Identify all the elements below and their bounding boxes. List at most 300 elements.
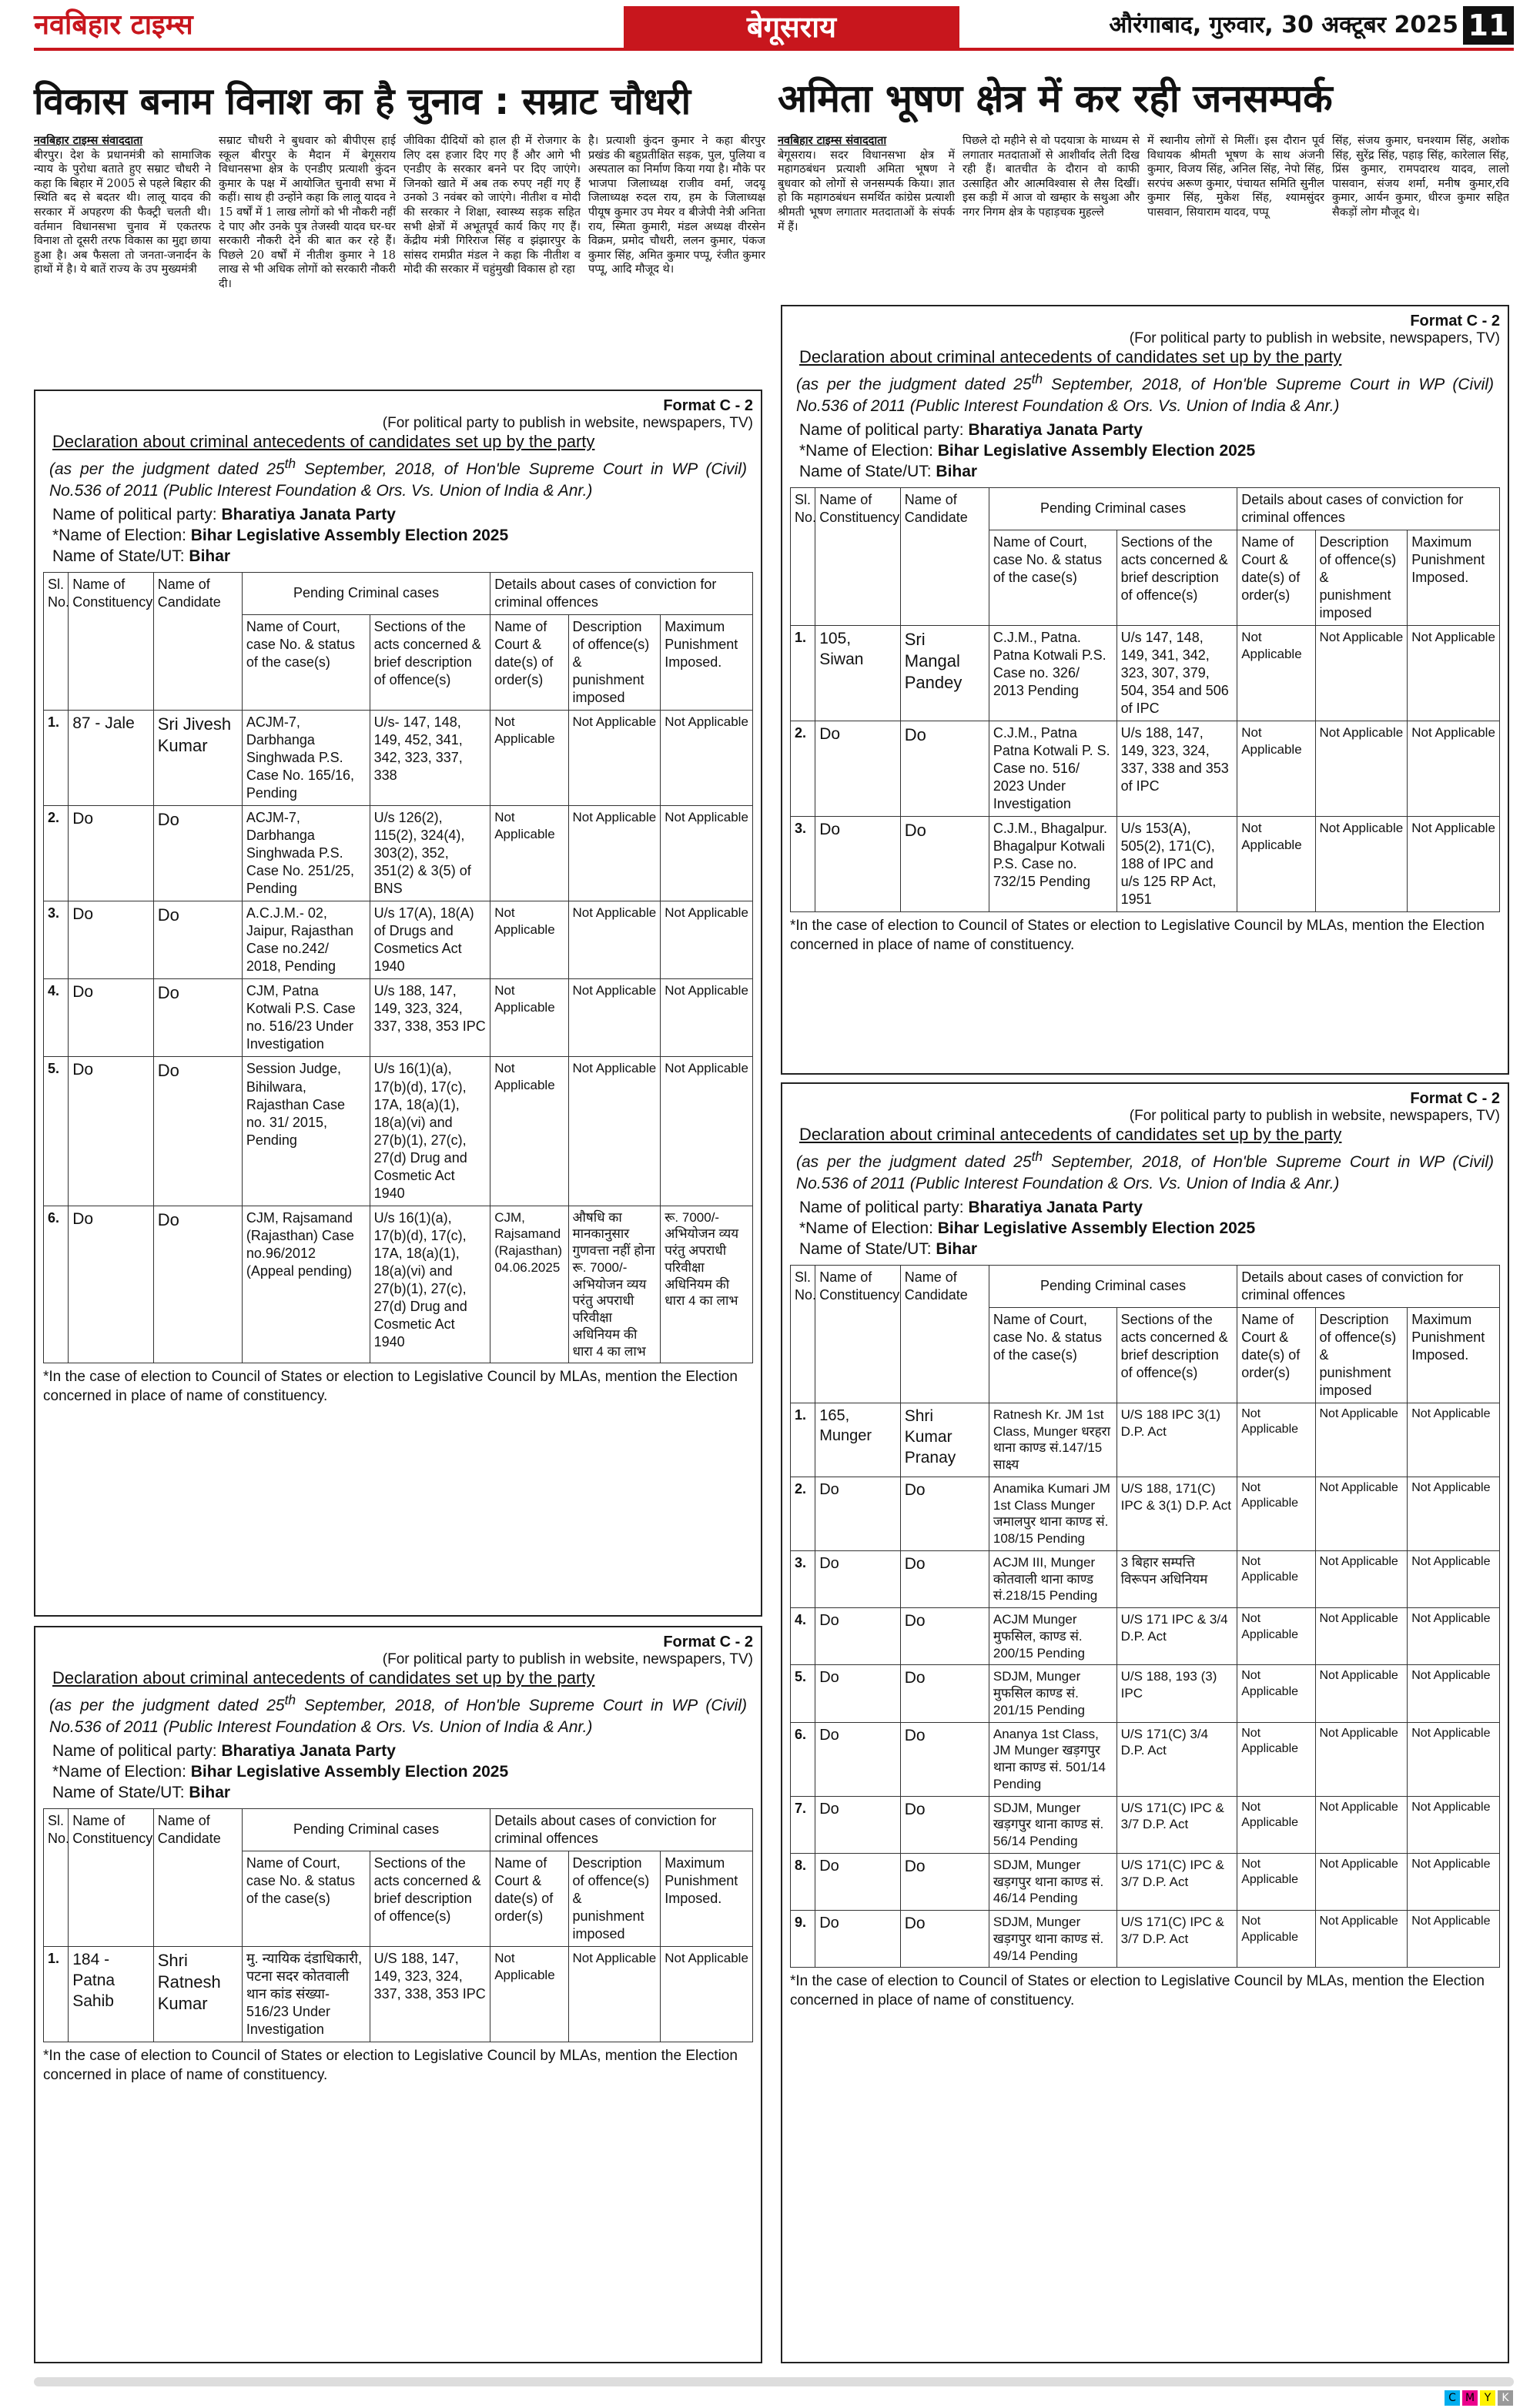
cell-max-punishment: Not Applicable — [1408, 817, 1500, 912]
header-conv-court: Name of Court & date(s) of order(s) — [490, 1851, 568, 1946]
state-name: Bihar — [189, 547, 231, 565]
cell-constituency: Do — [69, 901, 154, 979]
judgment-reference — [49, 1691, 747, 1739]
article-samrat-choudhary — [34, 77, 765, 388]
cell-description: Not Applicable — [1315, 1403, 1408, 1477]
cell-description: औषधि का मानकानुसार गुणवत्ता नहीं होना रू. 7000/- अभियोजन व्यय परंतु अपराधी परिवीक्षा अधिनियम की धारा 4 का लाभ — [568, 1206, 661, 1363]
footnote: *In the case of election to Council of States or election to Legislative Council by MLAs, mention the Election concerned in place of name of constituency. — [43, 1369, 738, 1405]
article-text: जीविका दीदियों को हाल ही में रोजगार के लिए दस हजार दिए गए हैं और आगे भी एनडीए के सरकार बनने पर दिए जाएंगे। जिनको खाते में अब तक रुपए नहीं गए हैं उनको 3 नवंबर को जाएंगे। नीतीश व मोदी की सरकार ने शिक्षा, स्वास्थ्य सड़क सहित सभी क्षेत्रों में अभूतपूर्व कार्य किए गए हैं। केंद्रीय मंत्री गिरिराज सिंह व झंझारपुर के सांसद रामप्रीत मंडल ने कहा कि नीतीश व मोदी की सरकार में चहुंमुखी विकास हो रहा — [403, 135, 581, 276]
cmyk-mark: K — [1498, 2390, 1513, 2406]
cell-sections: U/s 188, 147, 149, 323, 324, 337, 338 and 353 of IPC — [1116, 721, 1237, 817]
newspaper-name: नवबिहार टाइम्स — [34, 9, 193, 41]
header-sl: Sl. No. — [791, 487, 815, 625]
judgment-sup: th — [1031, 371, 1043, 386]
cell-constituency: Do — [815, 817, 901, 912]
cell-sl: 1. — [44, 710, 69, 805]
page-number: 11 — [1463, 6, 1514, 45]
cell-description: Not Applicable — [568, 901, 661, 979]
cell-description: Not Applicable — [1315, 1796, 1408, 1853]
state-label: Name of State/UT: — [52, 1783, 189, 1801]
header-constituency: Name of Constituency — [815, 487, 901, 625]
cell-description: Not Applicable — [1315, 721, 1408, 817]
cell-description: Not Applicable — [1315, 1550, 1408, 1607]
header-conviction: Details about cases of conviction for criminal offences — [1237, 487, 1500, 530]
footnote: *In the case of election to Council of States or election to Legislative Council by MLAs, mention the Election concerned in place of name of constituency. — [790, 918, 1485, 954]
election-line — [52, 527, 744, 545]
table-header-row — [791, 487, 1500, 530]
cell-description: Not Applicable — [1315, 1722, 1408, 1796]
judgment-text: September, 2018, of Hon'ble Supreme Court in WP (Civil) No.536 of 2011 (Public Interest Foundation & Ors. Vs. Union of India & Anr.) — [796, 1153, 1494, 1193]
cell-candidate: Do — [900, 1608, 989, 1665]
state-line — [799, 1240, 1491, 1259]
cell-candidate: Do — [153, 901, 242, 979]
cell-conv-court: Not Applicable — [1237, 1796, 1315, 1853]
cell-constituency: 184 - Patna Sahib — [69, 1946, 154, 2042]
header-candidate: Name of Candidate — [900, 1265, 989, 1403]
cell-constituency: 165, Munger — [815, 1403, 901, 1477]
cell-description: Not Applicable — [1315, 1608, 1408, 1665]
header-candidate: Name of Candidate — [153, 572, 242, 710]
cell-conv-court: Not Applicable — [1237, 1608, 1315, 1665]
cell-sl: 4. — [44, 979, 69, 1057]
header-description: Description of offence(s) & punishment imposed — [568, 1851, 661, 1946]
cell-description: Not Applicable — [568, 1057, 661, 1206]
cell-constituency: 105, Siwan — [815, 625, 901, 721]
election-line — [799, 1219, 1491, 1238]
cell-court: ACJM-7, Darbhanga Singhwada P.S. Case No. 165/16, Pending — [242, 710, 370, 805]
party-name: Bharatiya Janata Party — [968, 1198, 1143, 1216]
table-row — [791, 1796, 1500, 1853]
header-pending: Pending Criminal cases — [242, 1808, 490, 1851]
cell-description: Not Applicable — [1315, 625, 1408, 721]
election-label: *Name of Election: — [52, 1762, 191, 1781]
edition-date: औरंगाबाद, गुरुवार, 30 अक्टूबर 2025 — [1109, 12, 1458, 38]
cell-conv-court: Not Applicable — [490, 806, 568, 901]
article-amita-bhushan — [778, 74, 1509, 288]
cell-candidate: Do — [900, 1911, 989, 1968]
cmyk-mark: M — [1462, 2390, 1478, 2406]
cell-sl: 6. — [791, 1722, 815, 1796]
cell-sections: U/S 171(C) IPC & 3/7 D.P. Act — [1116, 1853, 1237, 1910]
format-label: Format C - 2 — [1410, 1090, 1500, 1107]
party-label: Name of political party: — [52, 1741, 222, 1760]
judgment-text: (as per the judgment dated 25 — [49, 1697, 285, 1714]
cell-court: मु. न्यायिक दंडाधिकारी, पटना सदर कोतवाली थान कांड संख्या- 516/23 Under Investigation — [242, 1946, 370, 2042]
article-column — [588, 134, 765, 388]
cell-candidate: Do — [900, 1853, 989, 1910]
cell-conv-court: Not Applicable — [1237, 1550, 1315, 1607]
cell-court: SDJM, Munger मुफसिल काण्ड सं. 201/15 Pending — [989, 1665, 1116, 1722]
cell-conv-court: Not Applicable — [490, 710, 568, 805]
judgment-reference — [796, 370, 1494, 418]
header-candidate: Name of Candidate — [153, 1808, 242, 1946]
format-c2-kumar-pranay — [781, 1082, 1509, 2363]
criminal-cases-table — [43, 1808, 753, 2042]
format-label: Format C - 2 — [663, 397, 753, 414]
cell-sl: 3. — [791, 817, 815, 912]
header-candidate: Name of Candidate — [900, 487, 989, 625]
cell-description: Not Applicable — [1315, 1853, 1408, 1910]
cell-max-punishment: रू. 7000/- अभियोजन व्यय परंतु अपराधी परिवीक्षा अधिनियम की धारा 4 का लाभ — [661, 1206, 753, 1363]
format-c2-ratnesh-kumar — [34, 1626, 762, 2363]
cell-max-punishment: Not Applicable — [1408, 625, 1500, 721]
judgment-text: (as per the judgment dated 25 — [49, 460, 285, 478]
byline: नवबिहार टाइम्स संवाददाता — [34, 134, 143, 147]
judgment-text: September, 2018, of Hon'ble Supreme Court in WP (Civil) No.536 of 2011 (Public Interest Foundation & Ors. Vs. Union of India & Anr.) — [49, 460, 747, 500]
article-column — [962, 134, 1140, 288]
table-row — [791, 1911, 1500, 1968]
cell-sections: 3 बिहार सम्पत्ति विरूपन अधिनियम — [1116, 1550, 1237, 1607]
cell-max-punishment: Not Applicable — [1408, 1477, 1500, 1550]
cell-conv-court: Not Applicable — [1237, 817, 1315, 912]
cell-max-punishment: Not Applicable — [1408, 1403, 1500, 1477]
cell-sl: 6. — [44, 1206, 69, 1363]
header-conviction: Details about cases of conviction for criminal offences — [490, 572, 753, 614]
cell-max-punishment: Not Applicable — [661, 979, 753, 1057]
declaration-heading: Declaration about criminal antecedents of candidates set up by the party — [799, 347, 1342, 366]
cell-conv-court: Not Applicable — [490, 901, 568, 979]
state-line — [52, 547, 744, 566]
table-row — [44, 806, 753, 901]
table-header-row — [44, 572, 753, 614]
cell-sl: 2. — [791, 721, 815, 817]
header-conviction: Details about cases of conviction for criminal offences — [490, 1808, 753, 1851]
cell-sl: 9. — [791, 1911, 815, 1968]
cell-max-punishment: Not Applicable — [1408, 1550, 1500, 1607]
criminal-cases-table — [43, 572, 753, 1364]
party-label: Name of political party: — [799, 1198, 969, 1216]
party-line — [52, 506, 744, 524]
edition-city: बेगूसराय — [624, 6, 959, 48]
election-name: Bihar Legislative Assembly Election 2025 — [937, 441, 1256, 460]
article-headline: विकास बनाम विनाश का है चुनाव : सम्राट चौधरी — [34, 80, 691, 123]
party-line — [799, 1199, 1491, 1217]
cell-candidate: Do — [900, 1796, 989, 1853]
cell-sl: 2. — [791, 1477, 815, 1550]
cmyk-mark: C — [1445, 2390, 1460, 2406]
cell-constituency: Do — [69, 1057, 154, 1206]
header-conv-court: Name of Court & date(s) of order(s) — [1237, 1307, 1315, 1403]
header-sections: Sections of the acts concerned & brief description of offence(s) — [1116, 530, 1237, 625]
cell-constituency: Do — [815, 1608, 901, 1665]
cell-sl: 5. — [44, 1057, 69, 1206]
cell-sections: U/S 188, 193 (3) IPC — [1116, 1665, 1237, 1722]
table-row — [791, 1477, 1500, 1550]
table-row — [44, 710, 753, 805]
table-header-row — [791, 1265, 1500, 1307]
cell-constituency: 87 - Jale — [69, 710, 154, 805]
cell-description: Not Applicable — [568, 806, 661, 901]
header-sections: Sections of the acts concerned & brief description of offence(s) — [1116, 1307, 1237, 1403]
state-label: Name of State/UT: — [52, 547, 189, 565]
header-sections: Sections of the acts concerned & brief description of offence(s) — [370, 614, 490, 710]
article-body — [778, 134, 1509, 288]
article-column — [403, 134, 581, 388]
election-line — [52, 1763, 744, 1781]
cell-sections: U/S 171(C) IPC & 3/7 D.P. Act — [1116, 1911, 1237, 1968]
header-conv-court: Name of Court & date(s) of order(s) — [1237, 530, 1315, 625]
footnote: *In the case of election to Council of States or election to Legislative Council by MLAs, mention the Election concerned in place of name of constituency. — [43, 2048, 738, 2083]
party-line — [52, 1742, 744, 1761]
state-name: Bihar — [189, 1783, 231, 1801]
cell-candidate: Do — [153, 979, 242, 1057]
cell-court: Ananya 1st Class, JM Munger खड़गपुर थाना काण्ड सं. 501/14 Pending — [989, 1722, 1116, 1796]
header-max-punishment: Maximum Punishment Imposed. — [1408, 530, 1500, 625]
cell-sl: 8. — [791, 1853, 815, 1910]
table-row — [44, 901, 753, 979]
cell-conv-court: Not Applicable — [1237, 625, 1315, 721]
cell-court: Session Judge, Bihilwara, Rajasthan Case no. 31/ 2015, Pending — [242, 1057, 370, 1206]
article-headline: अमिता भूषण क्षेत्र में कर रही जनसम्पर्क — [778, 75, 1333, 121]
format-label: Format C - 2 — [663, 1634, 753, 1650]
header-description: Description of offence(s) & punishment imposed — [1315, 530, 1408, 625]
header-max-punishment: Maximum Punishment Imposed. — [1408, 1307, 1500, 1403]
header-pending: Pending Criminal cases — [989, 1265, 1237, 1307]
cell-description: Not Applicable — [1315, 1911, 1408, 1968]
cell-sections: U/s 153(A), 505(2), 171(C), 188 of IPC and u/s 125 RP Act, 1951 — [1116, 817, 1237, 912]
cell-conv-court: Not Applicable — [1237, 721, 1315, 817]
cell-constituency: Do — [815, 1796, 901, 1853]
cell-conv-court: Not Applicable — [1237, 1403, 1315, 1477]
table-row — [791, 625, 1500, 721]
cell-court: A.C.J.M.- 02, Jaipur, Rajasthan Case no.242/ 2018, Pending — [242, 901, 370, 979]
judgment-reference — [49, 455, 747, 503]
cell-candidate: Do — [153, 1206, 242, 1363]
criminal-cases-table — [790, 1265, 1500, 1968]
cell-court: ACJM-7, Darbhanga Singhwada P.S. Case No. 251/25, Pending — [242, 806, 370, 901]
table-row — [791, 1550, 1500, 1607]
header-court: Name of Court, case No. & status of the case(s) — [242, 614, 370, 710]
election-name: Bihar Legislative Assembly Election 2025 — [190, 1762, 509, 1781]
cell-sl: 3. — [791, 1550, 815, 1607]
article-text: पिछले दो महीने से वो पदयात्रा के माध्यम से लगातार मतदाताओं से आशीर्वाद लेती दिख रही हैं। बातचीत के दौरान वो काफी उत्साहित और आत्मविश्वास से लैस दिखीं। इस कड़ी में आज वो खम्हार के सथुआ और नगर निगम क्षेत्र के पहाड़चक मुहल्ले — [962, 135, 1140, 219]
cell-description: Not Applicable — [1315, 817, 1408, 912]
cell-candidate: Sri Jivesh Kumar — [153, 710, 242, 805]
cell-sections: U/S 188 IPC 3(1) D.P. Act — [1116, 1403, 1237, 1477]
party-label: Name of political party: — [799, 420, 969, 439]
declaration-heading: Declaration about criminal antecedents of candidates set up by the party — [799, 1125, 1342, 1144]
cell-max-punishment: Not Applicable — [661, 806, 753, 901]
cell-court: ACJM Munger मुफसिल, काण्ड सं. 200/15 Pending — [989, 1608, 1116, 1665]
cell-sl: 1. — [791, 625, 815, 721]
cell-court: CJM, Patna Kotwali P.S. Case no. 516/23 Under Investigation — [242, 979, 370, 1057]
cell-conv-court: Not Applicable — [490, 1057, 568, 1206]
state-label: Name of State/UT: — [799, 462, 936, 480]
cell-court: CJM, Rajsamand (Rajasthan) Case no.96/2012 (Appeal pending) — [242, 1206, 370, 1363]
byline: नवबिहार टाइम्स संवाददाता — [778, 134, 887, 147]
table-row — [791, 817, 1500, 912]
format-subtitle: (For political party to publish in website, newspapers, TV) — [1129, 330, 1500, 346]
cell-sections: U/s 17(A), 18(A) of Drugs and Cosmetics Act 1940 — [370, 901, 490, 979]
cell-candidate: Shri Kumar Pranay — [900, 1403, 989, 1477]
cell-candidate: Do — [900, 1722, 989, 1796]
cell-conv-court: Not Applicable — [1237, 1477, 1315, 1550]
cell-sl: 5. — [791, 1665, 815, 1722]
cell-candidate: Do — [153, 806, 242, 901]
election-name: Bihar Legislative Assembly Election 2025 — [190, 526, 509, 544]
cell-court: SDJM, Munger खड़गपुर थाना काण्ड सं. 49/14 Pending — [989, 1911, 1116, 1968]
cell-constituency: Do — [69, 806, 154, 901]
cell-court: Ratnesh Kr. JM 1st Class, Munger धरहरा थाना काण्ड सं.147/15 साक्ष्य — [989, 1403, 1116, 1477]
state-name: Bihar — [936, 462, 978, 480]
article-text: बेगूसराय। सदर विधानसभा क्षेत्र में महागठबंधन प्रत्याशी अमिता भूषण ने बुधवार को लोगों से जनसम्पर्क किया। ज्ञात हो कि महागठबंधन समर्थित कांग्रेस प्रत्याशी श्रीमती भूषण लगातार मतदाताओं के संपर्क में हैं। — [778, 149, 955, 233]
article-column — [219, 134, 396, 388]
header-pending: Pending Criminal cases — [989, 487, 1237, 530]
cell-candidate: Sri Mangal Pandey — [900, 625, 989, 721]
cell-candidate: Do — [900, 817, 989, 912]
cell-max-punishment: Not Applicable — [1408, 721, 1500, 817]
cell-constituency: Do — [815, 1911, 901, 1968]
cell-sections: U/S 171(C) 3/4 D.P. Act — [1116, 1722, 1237, 1796]
table-row — [791, 1853, 1500, 1910]
party-label: Name of political party: — [52, 505, 222, 523]
format-c2-jivesh-kumar — [34, 390, 762, 1617]
cell-conv-court: Not Applicable — [1237, 1722, 1315, 1796]
cell-court: SDJM, Munger खड़गपुर थाना काण्ड सं. 46/14 Pending — [989, 1853, 1116, 1910]
cell-description: Not Applicable — [1315, 1477, 1408, 1550]
cell-max-punishment: Not Applicable — [1408, 1911, 1500, 1968]
cell-sl: 3. — [44, 901, 69, 979]
cell-court: C.J.M., Patna. Patna Kotwali P.S. Case no. 326/ 2013 Pending — [989, 625, 1116, 721]
cell-max-punishment: Not Applicable — [661, 1946, 753, 2042]
cell-sl: 2. — [44, 806, 69, 901]
cell-max-punishment: Not Applicable — [1408, 1796, 1500, 1853]
cell-max-punishment: Not Applicable — [1408, 1853, 1500, 1910]
header-constituency: Name of Constituency — [69, 1808, 154, 1946]
table-row — [791, 1403, 1500, 1477]
table-row — [44, 1057, 753, 1206]
header-constituency: Name of Constituency — [815, 1265, 901, 1403]
format-label: Format C - 2 — [1410, 313, 1500, 329]
cell-max-punishment: Not Applicable — [661, 1057, 753, 1206]
article-text: में स्थानीय लोगों से मिलीं। इस दौरान पूर्व विधायक श्रीमती भूषण के साथ अंजनी कुमार, विजय सिंह, अनिल सिंह, नेपो सिंह, सरपंच अरूण कुमार, पंचायत समिति सुनील कुमार सिंह, मुकेश सिंह, श्यामसुंदर पासवान, सियाराम यादव, पप्पू — [1147, 135, 1324, 219]
state-label: Name of State/UT: — [799, 1239, 936, 1258]
table-row — [791, 1722, 1500, 1796]
cell-sl: 1. — [791, 1403, 815, 1477]
judgment-sup: th — [284, 456, 296, 471]
judgment-text: September, 2018, of Hon'ble Supreme Court in WP (Civil) No.536 of 2011 (Public Interest Foundation & Ors. Vs. Union of India & Anr.) — [49, 1697, 747, 1737]
header-constituency: Name of Constituency — [69, 572, 154, 710]
article-column — [1147, 134, 1324, 288]
article-column — [1332, 134, 1509, 288]
judgment-text: (as per the judgment dated 25 — [796, 376, 1032, 393]
cell-description: Not Applicable — [568, 1946, 661, 2042]
party-name: Bharatiya Janata Party — [221, 1741, 396, 1760]
format-subtitle: (For political party to publish in website, newspapers, TV) — [382, 1651, 753, 1667]
election-line — [799, 442, 1491, 460]
cell-constituency: Do — [69, 1206, 154, 1363]
state-line — [52, 1784, 744, 1802]
header-pending: Pending Criminal cases — [242, 572, 490, 614]
masthead — [34, 6, 1514, 51]
cell-conv-court: Not Applicable — [1237, 1911, 1315, 1968]
cell-court: C.J.M., Bhagalpur. Bhagalpur Kotwali P.S. Case no. 732/15 Pending — [989, 817, 1116, 912]
cell-conv-court: CJM, Rajsamand (Rajasthan) 04.06.2025 — [490, 1206, 568, 1363]
judgment-sup: th — [284, 1692, 296, 1707]
cell-sections: U/S 171(C) IPC & 3/7 D.P. Act — [1116, 1796, 1237, 1853]
cell-sections: U/s 16(1)(a), 17(b)(d), 17(c), 17A, 18(a)(1), 18(a)(vi) and 27(b)(1), 27(c), 27(d) Drug and Cosmetic Act 1940 — [370, 1206, 490, 1363]
party-name: Bharatiya Janata Party — [968, 420, 1143, 439]
article-text: बीरपुर। देश के प्रधानमंत्री को सामाजिक न्याय के पुरोधा बताते हुए सम्राट चौधरी ने कहा कि बिहार में 2005 से पहले बिहार की स्थिति बद से बदतर थी। लालू यादव की सरकार में अपहरण की फैक्ट्री चलती थी। वर्तमान विधानसभा चुनाव में एकतरफ विनाश तो दूसरी तरफ विकास का मुद्दा छाया हुआ है। अब फैसला तो जनता-जनार्दन के हाथों में है। ये बातें राज्य के उप मुख्यमंत्री — [34, 149, 211, 276]
cell-conv-court: Not Applicable — [490, 979, 568, 1057]
header-sl: Sl. No. — [791, 1265, 815, 1403]
footer-strip — [34, 2377, 1514, 2386]
election-label: *Name of Election: — [799, 441, 938, 460]
judgment-text: September, 2018, of Hon'ble Supreme Court in WP (Civil) No.536 of 2011 (Public Interest Foundation & Ors. Vs. Union of India & Anr.) — [796, 376, 1494, 416]
table-header-row — [44, 1808, 753, 1851]
cell-description: Not Applicable — [568, 979, 661, 1057]
article-text: सम्राट चौधरी ने बुधवार को बीपीएस हाई स्कूल बीरपुर के मैदान में बेगूसराय विधानसभा क्षेत्र के एनडीए प्रत्याशी कुंदन कुमार के पक्ष में आयोजित चुनावी सभा में कहीं। साथ ही उन्होंने कहा कि लालू यादव ने 15 वर्षों में 1 लाख लोगों को भी नौकरी नहीं दे पाए और उनके पुत्र तेजस्वी यादव घर-घर सरकारी नौकरी देने की बात कर रहे हैं। पिछले 20 वर्षों में नीतीश कुमार ने 18 लाख से भी अधिक लोगों को सरकारी नौकरी दी। — [219, 135, 396, 290]
cell-constituency: Do — [815, 721, 901, 817]
article-text: है। प्रत्याशी कुंदन कुमार ने कहा बीरपुर प्रखंड की बहुप्रतीक्षित सड़क, पुल, पुलिया व अस्पताल का निर्माण किया गया है। मौके पर भाजपा जिलाध्यक्ष राजीव वर्मा, जदयू जिलाध्यक्ष रुदल राय, हम के जिलाध्यक्ष पीयूष कुमार उप मेयर व बीजेपी नेत्री अनिता राय, स्मिता कुमारी, मंडल अध्यक्ष वीरसेन विक्रम, प्रमोद चौधरी, ललन कुमार, पंकज कुमार सिंह, अमित कुमार पप्पू, रंजीत कुमार पप्पू, आदि मौजूद थे। — [588, 135, 765, 276]
header-max-punishment: Maximum Punishment Imposed. — [661, 614, 753, 710]
cell-court: Anamika Kumari JM 1st Class Munger जमालपुर थाना काण्ड सं. 108/15 Pending — [989, 1477, 1116, 1550]
article-column — [778, 134, 955, 288]
party-line — [799, 421, 1491, 440]
cell-court: SDJM, Munger खड़गपुर थाना काण्ड सं. 56/14 Pending — [989, 1796, 1116, 1853]
cell-constituency: Do — [815, 1722, 901, 1796]
format-c2-mangal-pandey — [781, 305, 1509, 1075]
cell-sections: U/s- 147, 148, 149, 452, 341, 342, 323, 337, 338 — [370, 710, 490, 805]
cmyk-marks — [1445, 2390, 1515, 2406]
cell-sl: 1. — [44, 1946, 69, 2042]
cell-max-punishment: Not Applicable — [1408, 1722, 1500, 1796]
state-name: Bihar — [936, 1239, 978, 1258]
cell-candidate: Do — [153, 1057, 242, 1206]
table-row — [44, 979, 753, 1057]
table-row — [791, 1608, 1500, 1665]
judgment-text: (as per the judgment dated 25 — [796, 1153, 1032, 1171]
cell-constituency: Do — [815, 1550, 901, 1607]
table-row — [44, 1206, 753, 1363]
header-description: Description of offence(s) & punishment imposed — [1315, 1307, 1408, 1403]
cell-conv-court: Not Applicable — [490, 1946, 568, 2042]
header-sl: Sl. No. — [44, 1808, 69, 1946]
cell-conv-court: Not Applicable — [1237, 1853, 1315, 1910]
format-subtitle: (For political party to publish in website, newspapers, TV) — [1129, 1108, 1500, 1124]
declaration-heading: Declaration about criminal antecedents of candidates set up by the party — [52, 432, 595, 451]
header-sections: Sections of the acts concerned & brief description of offence(s) — [370, 1851, 490, 1946]
election-name: Bihar Legislative Assembly Election 2025 — [937, 1219, 1256, 1237]
cell-sections: U/s 126(2), 115(2), 324(4), 303(2), 352, 351(2) & 3(5) of BNS — [370, 806, 490, 901]
cell-max-punishment: Not Applicable — [1408, 1608, 1500, 1665]
cell-sections: U/S 188, 147, 149, 323, 324, 337, 338, 353 IPC — [370, 1946, 490, 2042]
cell-candidate: Shri Ratnesh Kumar — [153, 1946, 242, 2042]
declaration-heading: Declaration about criminal antecedents of candidates set up by the party — [52, 1668, 595, 1687]
header-sl: Sl. No. — [44, 572, 69, 710]
cell-description: Not Applicable — [1315, 1665, 1408, 1722]
table-row — [791, 1665, 1500, 1722]
table-row — [44, 1946, 753, 2042]
cell-sections: U/s 147, 148, 149, 341, 342, 323, 307, 379, 504, 354 and 506 of IPC — [1116, 625, 1237, 721]
cell-sl: 7. — [791, 1796, 815, 1853]
header-court: Name of Court, case No. & status of the case(s) — [242, 1851, 370, 1946]
judgment-sup: th — [1031, 1149, 1043, 1164]
header-max-punishment: Maximum Punishment Imposed. — [661, 1851, 753, 1946]
judgment-reference — [796, 1148, 1494, 1196]
table-row — [791, 721, 1500, 817]
cell-conv-court: Not Applicable — [1237, 1665, 1315, 1722]
format-subtitle: (For political party to publish in website, newspapers, TV) — [382, 415, 753, 431]
cell-constituency: Do — [69, 979, 154, 1057]
cell-sections: U/s 188, 147, 149, 323, 324, 337, 338, 353 IPC — [370, 979, 490, 1057]
cell-sections: U/S 188, 171(C) IPC & 3(1) D.P. Act — [1116, 1477, 1237, 1550]
cell-candidate: Do — [900, 721, 989, 817]
state-line — [799, 463, 1491, 481]
cell-constituency: Do — [815, 1853, 901, 1910]
election-label: *Name of Election: — [52, 526, 191, 544]
cell-max-punishment: Not Applicable — [661, 901, 753, 979]
